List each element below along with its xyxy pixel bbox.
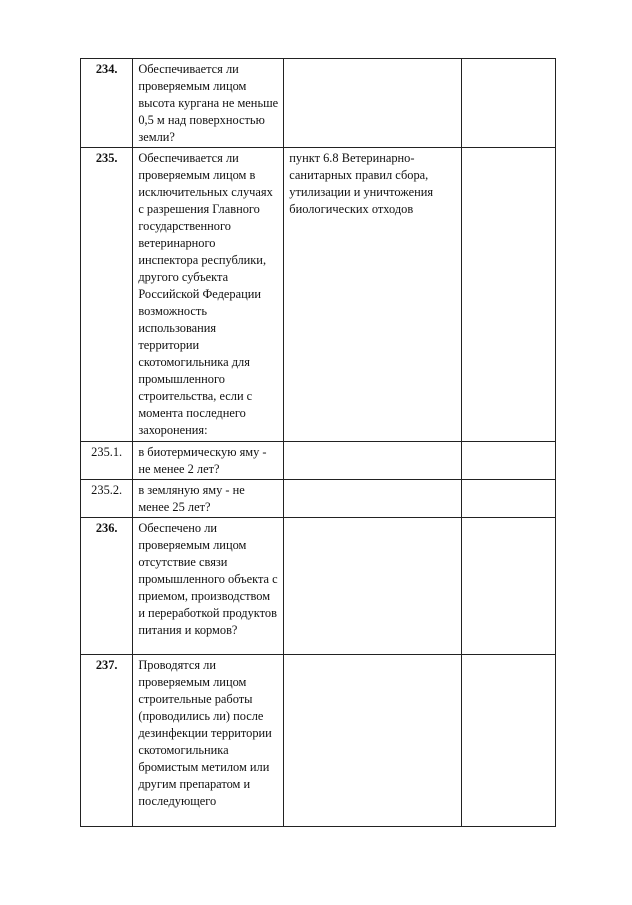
reference-cell [284, 480, 462, 518]
row-number: 234. [81, 59, 133, 148]
answer-cell [462, 518, 556, 655]
reference-cell [284, 655, 462, 827]
answer-cell [462, 59, 556, 148]
reference-cell [284, 442, 462, 480]
row-number: 235.1. [81, 442, 133, 480]
question-cell: Проводятся ли проверяемым лицом строительные работы (проводились ли) после дезинфекции территории скотомогильника бромистым метилом или другим препаратом и последующего [133, 655, 284, 827]
answer-cell [462, 442, 556, 480]
reference-cell [284, 518, 462, 655]
row-number: 236. [81, 518, 133, 655]
table-row [81, 442, 556, 480]
row-number: 237. [81, 655, 133, 827]
question-cell: Обеспечивается ли проверяемым лицом в исключительных случаях с разрешения Главного государственного ветеринарного инспектора республики, другого субъекта Российской Федерации возможность использования территории скотомогильника для промышленного строительства, если с момента последнего захоронения: [133, 148, 284, 442]
answer-cell [462, 148, 556, 442]
question-cell: Обеспечивается ли проверяемым лицом высота кургана не меньше 0,5 м над поверхностью земли? [133, 59, 284, 148]
answer-cell [462, 655, 556, 827]
question-cell: в биотермическую яму - не менее 2 лет? [133, 442, 284, 480]
question-cell: в земляную яму - не менее 25 лет? [133, 480, 284, 518]
row-number: 235.2. [81, 480, 133, 518]
table-row [81, 518, 556, 655]
question-cell: Обеспечено ли проверяемым лицом отсутствие связи промышленного объекта с приемом, производством и переработкой продуктов питания и кормов? [133, 518, 284, 655]
reference-cell [284, 59, 462, 148]
table-row [81, 655, 556, 827]
checklist-table [80, 58, 556, 827]
table-row [81, 148, 556, 442]
answer-cell [462, 480, 556, 518]
row-number: 235. [81, 148, 133, 442]
reference-cell: пункт 6.8 Ветеринарно-санитарных правил сбора, утилизации и уничтожения биологических отходов [284, 148, 462, 442]
table-row [81, 480, 556, 518]
table-row [81, 59, 556, 148]
